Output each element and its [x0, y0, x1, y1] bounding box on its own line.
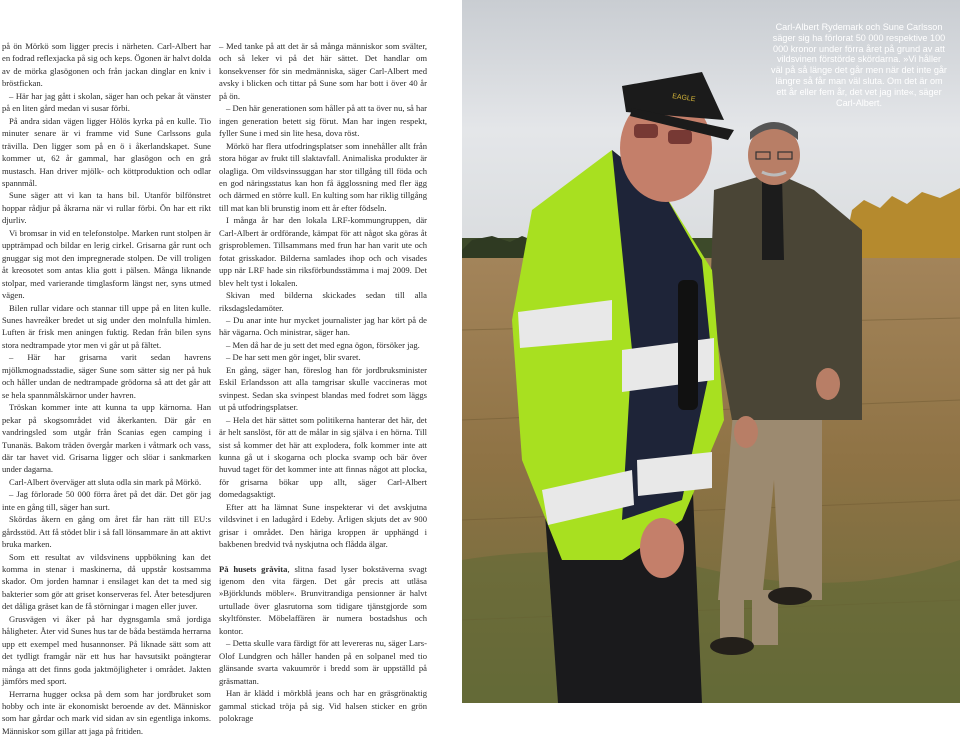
paragraph: Vi bromsar in vid en telefonstolpe. Marken runt stolpen är uppträmpad och bildar en lerig cirkel. Grisarna går runt och gnuggar sig mot den impregnerade stolpen. De vill troligen åt kreosotet som antas klia gott i pälsen. Många liknande stolpar, med varierande timglasform längst ner, syns utmed vägen.: [2, 227, 211, 301]
paragraph: – Här har grisarna varit sedan havrens mjölkmognadsstadie, säger Sune som sätter sig ner på huk och håller undan de nedtrampade grödorna så att det går att se hela spannmålskärnor under havren.: [2, 352, 211, 400]
paragraph: På andra sidan vägen ligger Hölös kyrka på en kulle. Tio minuter senare är vi framme vid Sune Carlssons gula trävilla. Den ligger som på en ö i åkerlandskapet. Sune kommer ut, 62 år gammal, har glasögon och en grå mustasch. Han driver mjölk- och köttproduktion och odlar spannmål.: [2, 115, 211, 188]
paragraph: I många år har den lokala LRF-kommungruppen, där Carl-Albert är ordförande, kämpat för att något ska göras åt grisproblemen. Tillsammans med frun har han varit ute och fotat grisskador. Bilderna samlades ihop och och visades upp när LRF hade sin riksförbundsstämma i maj 2009. Det blev helt tyst i lokalen.: [219, 215, 427, 288]
paragraph: Herrarna hugger ocksa på dem som har jordbruket som hobby och inte är ekonomiskt beroende av det. Människor som har gårdar och mark vid sidan av sin egentliga inkoms. Människor som gillar att jaga på fritiden.: [2, 688, 211, 736]
paragraph: – Här har jag gått i skolan, säger han och pekar åt vänster på en liten gård medan vi susar förbi.: [2, 90, 211, 114]
paragraph: – Detta skulle vara färdigt för att levereras nu, säger Lars-Olof Lundgren och håller handen på en solpanel med tio glänsande svarta vakuumrör i bredd som är uppställd på gräsmattan.: [219, 638, 427, 686]
paragraph: Mörkö har flera utfodringsplatser som innehåller allt från stora högar av frukt till slaktavfall. Animaliska produkter är olagliga. Om vildsvinssuggan har stor tillgång till föda och en god näringsstatus kan hon få ägglossning med fler ägg och därmed en större kull. En kulting som har riklig tillgång till mat kan bli brunstig inom ett år efter födseln.: [219, 140, 427, 213]
paragraph: – Du anar inte hur mycket journalister jag har kört på de här vägarna. Och ministrar, säger han.: [219, 314, 427, 338]
paragraph: Skivan med bilderna skickades sedan till alla riksdagsledamöter.: [219, 290, 427, 313]
paragraph: Efter att ha lämnat Sune inspekterar vi det avskjutna vildsvinet i en ladugård i Edeby. Årligen skjuts det av 900 grisar i området. Den häriga kroppen är upphängd i bakbenen bredvid två nyskjutna och flådda älgar.: [219, 501, 427, 550]
paragraph-text: , slitna fasad lyser bokstäverna svagt igenom den vita färgen. Det går precis att utläsa »Björklunds möbler«. Brunvitrandiga pensionner är halvt urtullade över glasrutorna som tidigare tjänstgjorde som skyltfönster. Möbelaffären är numera bostadshus och kontor.: [219, 563, 427, 636]
paragraph: – Den här generationen som håller på att ta över nu, så har ingen generation betett sig förut. Man har ingen respekt, fyller Sune i med sin lite hesa, dova röst.: [219, 103, 427, 139]
paragraph: – Med tanke på att det är så många människor som svälter, och så leker vi på det här sättet. Det handlar om konsekvenser för sin medmänniska, säger Carl-Albert med avsky i blicken och tittar på Sune som har bott i över 40 år på ön.: [219, 41, 427, 101]
paragraph: Grusvägen vi åker på har dygnsgamla små jordiga håligheter. Åter vid Sunes hus tar de båda bestämda herrarna upp ett exempel med husannonser. På liknade sätt som att det tydligt framgår när ett hus har havsutsikt poängterar många att det finns goda jaktmöjligheter i området. Jakten jämförs med sport.: [2, 613, 211, 687]
paragraph: Tröskan kommer inte att kunna ta upp kärnorna. Han pekar på skogsområdet vid åkerkanten. Där går en vandringsled som utgår från Scanias egen camping i Tunanäs. Bakom träden övergår marken i våtmark och vass, där tar havet vid. Grisarna ligger och slöar i sankmarken under dagarna.: [2, 402, 211, 475]
paragraph: Bilen rullar vidare och stannar till uppe på en liten kulle. Sunes havreåker bredet ut sig under den molnfulla himlen. Luften är frisk men aningen fuktig. Redan från bilen syns stora nedtrampade ytor men vi går ut på fältet.: [2, 302, 211, 350]
paragraph: Skördas åkern en gång om året får han rätt till EU:s gårdsstöd. Att få stödet blir i så fall lönsammare än att aktivt bruka marken.: [2, 514, 211, 550]
paragraph: Carl-Albert överväger att sluta odla sin mark på Mörkö.: [9, 476, 202, 487]
article-column-left: [2, 40, 211, 737]
paragraph: Han är klädd i mörkblå jeans och har en gräsgrönaktig gammal stickad tröja på sig. Vid halsen sticker en grön polokrage: [219, 688, 427, 724]
paragraph: [219, 563, 427, 638]
paragraph: – Men då har de ju sett det med egna ögon, försöker jag.: [226, 339, 420, 350]
photo-caption: Carl-Albert Rydemark och Sune Carlsson säger sig ha förlorat 50 000 respektive 100 000 kronor under förra året på grund av att vildsvinen förstörde skördarna. »Vi håller väl på så länge det går men när det inte går längre så får man väl sluta. Om det är om ett år eller fem år, det vet jag inte«, säger Carl-Albert.: [771, 22, 947, 108]
article-column-middle: [219, 40, 427, 724]
section-lead: På husets gråvita: [219, 563, 288, 574]
paragraph: – Jag förlorade 50 000 förra året på det där. Det gör jag inte en gång till, säger han surt.: [2, 489, 211, 512]
paragraph: En gång, säger han, föreslog han för jordbruksminister Eskil Erlandsson att alla tamgrisar skulle vaccineras mot svinpest. Sedan ska svinpest blandas med fodret som läggs ut på utfodringsplatser.: [219, 364, 427, 413]
cap-logo-text: EAGLE: [671, 93, 696, 104]
paragraph: – Hela det här sättet som politikerna hanterar det här, det är helt sanslöst, för att de målar in sig själva i en hörna. Till sist så kommer det här att explodera, folk kommer inte att kunna gå ut i skogarna och plocka svamp och bär över huvud taget för det kommer inte att finnas något att plocka, för grisarna bökar upp allt, säger Carl-Albert domedagsaktigt.: [219, 414, 427, 500]
paragraph: – De har sett men gör inget, blir svaret.: [226, 352, 361, 363]
paragraph: på ön Mörkö som ligger precis i närheten. Carl-Albert har en fodrad reflexjacka på sig och keps. Ögonen är halvt dolda av de mörka glasögonen och från jackan dinglar en kniv i bröstfickan.: [2, 41, 211, 89]
paragraph: Sune säger att vi kan ta hans bil. Utanför bilfönstret hoppar rådjur på åkrarna när vi rullar förbi. Ön har ett rikt djurliv.: [2, 190, 211, 226]
paragraph: Som ett resultat av vildsvinens uppbökning kan det komma in stenar i maskinerna, då uppstår kostsamma skador. Om jorden hamnar i ensilaget kan det ta med sig bakterier som gör att griset konserveras fel. Åter betesdjuren det dåliga gräset kan de få störningar i magen eller juver.: [2, 551, 211, 612]
